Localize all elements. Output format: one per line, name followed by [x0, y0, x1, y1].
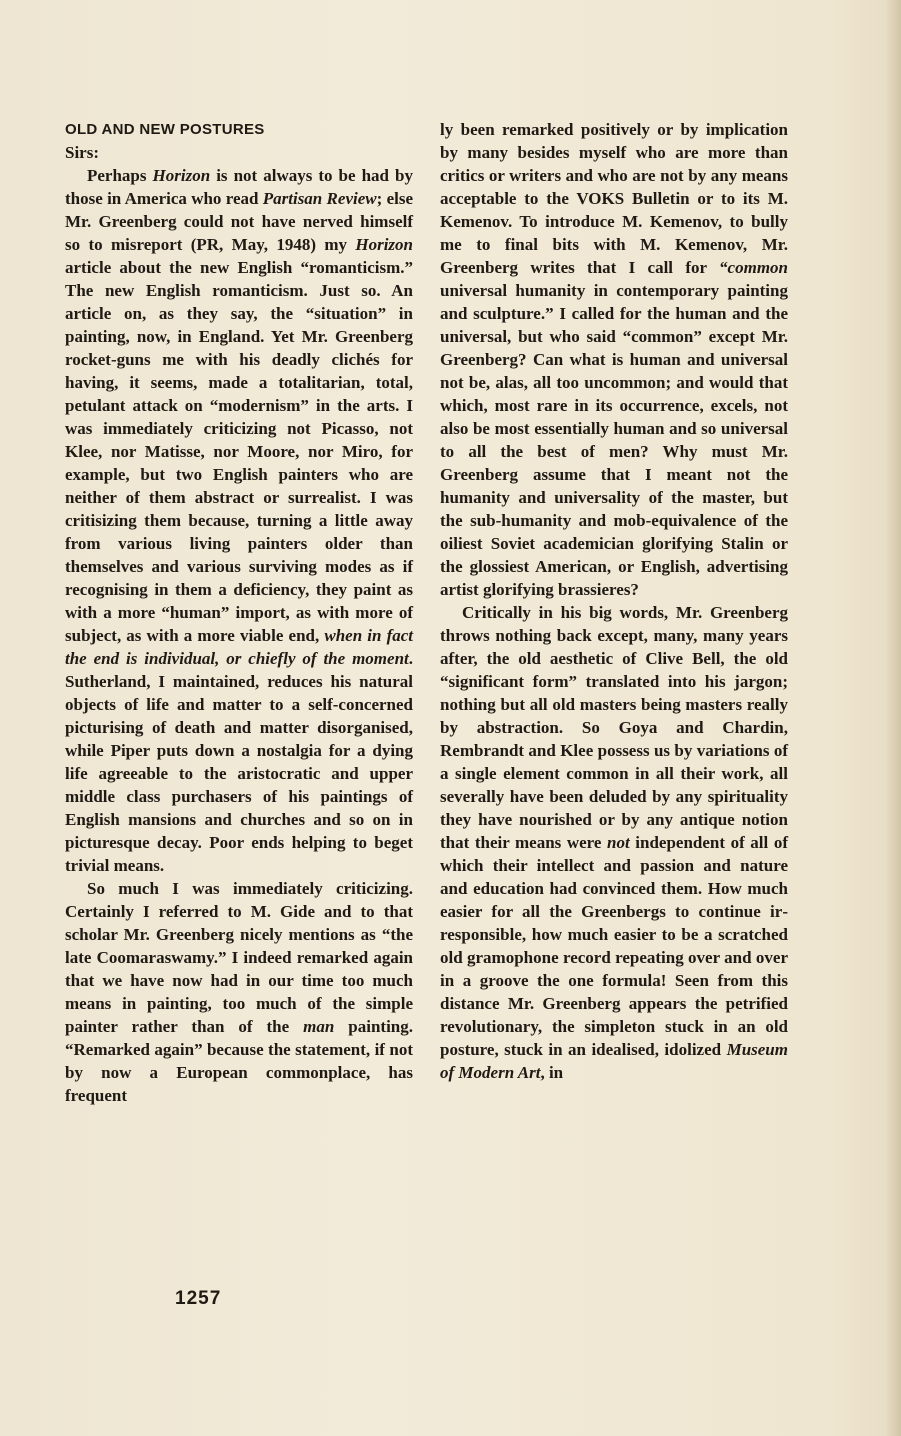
- italic-text: when in fact the end is individual, or chiefly of the moment: [65, 626, 413, 668]
- paragraph: Perhaps Horizon is not always to be had by those in America who read Partisan Review; else Mr. Greenberg could not have nerved himself so to misreport (PR, May, 1948) my Horizon article about the new English “romanticism.” The new English romanticism. Just so. An article on, as they say, the “situation” in painting, now, in England. Yet Mr. Greenberg rocket-guns me with his deadly clichés for having, it seems, made a totalitarian, total, petulant attack on “modernism” in the arts. I was immediately criticizing not Picasso, not Klee, nor Matisse, nor Moore, nor Miro, for example, but two English painters who are neither of them abstract or surrealist. I was critisizing them because, turning a little away from various living painters older than themselves and various surviving modes as if recognising in them a deficiency, they paint as with a more “human” import, as with more of subject, as with a more viable end, when in fact the end is individual, or chiefly of the moment. Sutherland, I maintained, reduces his natural objects of life and matter to a self-concerned picturising of death and matter disorganised, while Piper puts down a nostalgia for a dying life agreeable to the aristocratic and upper middle class purchasers of his paintings of English mansions and churches and so on in picturesque decay. Poor ends helping to beget trivial means.: [65, 166, 413, 875]
- page-number: 1257: [175, 1288, 222, 1309]
- italic-text: not: [607, 833, 630, 852]
- italic-text: Museum of Modern Art: [440, 1040, 788, 1082]
- left-column: [65, 118, 413, 1107]
- paragraph: So much I was immediately criticizing. Certainly I referred to M. Gide and to that scholar Mr. Greenberg nicely mentions as “the late Coomaraswamy.” I indeed remarked again that we have now had in our time too much means in painting, too much of the simple painter rather than of the man painting. “Remarked again” because the statement, if not by now a European commonplace, has frequent: [65, 879, 413, 1105]
- article-heading: OLD AND NEW POSTURES: [65, 121, 265, 138]
- italic-text: man: [303, 1017, 335, 1036]
- salutation: Sirs:: [65, 143, 99, 162]
- page-edge-shadow: [885, 0, 901, 1436]
- paragraph: Critically in his big words, Mr. Greenberg throws nothing back except, many, many years after, the old aesthetic of Clive Bell, the old “significant form” translated into his jargon; nothing but all old masters being masters really by abstraction. So Goya and Chardin, Rembrandt and Klee possess us by variations of a single element common in all their work, all severally have been deluded by any spirituality they have nourished or by any antique notion that their means were not independent of all of which their intellect and passion and nature and education had convinced them. How much easier for all the Greenbergs to continue irresponsible, how much easier to be a scratched old gramophone record repeating over and over in a groove the one formula! Seen from this distance Mr. Greenberg appears the petrified revolutionary, the simpleton stuck in an old posture, stuck in an idealised, idolized Museum of Modern Art, in: [440, 603, 788, 1082]
- italic-text: Partisan Review: [262, 189, 377, 208]
- italic-text: Horizon: [355, 235, 413, 254]
- paragraph-continued: ly been remarked positively or by implication by many besides myself who are more than critics or writers and who are not by any means acceptable to the VOKS Bulletin or to its M. Kemenov. To introduce M. Kemenov, to bully me to final bits with M. Kemenov, Mr. Greenberg writes that I call for “common universal humanity in contemporary painting and sculpture.” I called for the human and the universal, but who said “common” except Mr. Greenberg? Can what is human and universal not be, alas, all too uncommon; and would that which, most rare in its occurrence, excels, not also be most essentially human and so universal to all the best of men? Why must Mr. Greenberg assume that I meant not the humanity and universality of the master, but the sub-humanity and mob-equivalence of the oiliest Soviet academician glorifying Stalin or the glossiest American, or English, advertising artist glorifying brassieres?: [440, 120, 788, 599]
- italic-text: “common: [719, 258, 788, 277]
- right-column: [440, 118, 788, 1084]
- italic-text: Horizon: [152, 166, 211, 185]
